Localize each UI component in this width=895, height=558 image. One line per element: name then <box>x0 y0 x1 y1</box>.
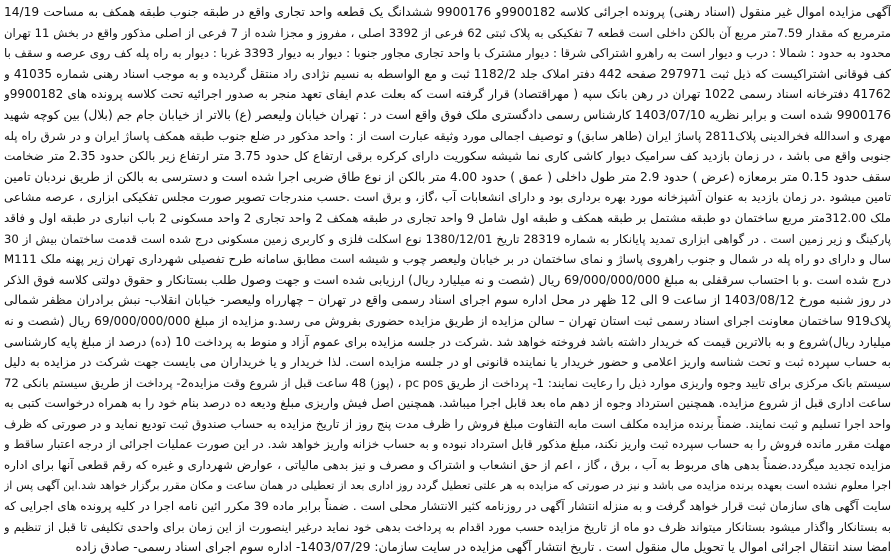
notice-line: سایت آگهی های سازمان ثبت قرار خواهد گرفت و به منزله انتشار آگهی در روزنامه کثیر الانتشار محلی است . ضمناً برابر ماده 39 مکرر ائین نامه اجرا در کلیه پرونده های اجرایی که <box>4 499 891 514</box>
notice-line: واحد اجرا تسلیم و ثبت نمایند. ضمناً برنده مزایده مکلف است مابه التفاوت مبلغ فروش را ظرف مدت پنج روز از تاریخ مزایده به حساب صندوق ثبت تودیع نماید و در صورتی که ظرف <box>4 416 891 431</box>
notice-line: پلاک919 ساختمان معاونت اجرای اسناد رسمی ثبت استان تهران – سالن مزایده از طریق مزایده حضوری بفروش می رسد.و مزایده از مبلغ 69/000/000/000 ریال (شصت و نه <box>4 313 891 328</box>
notice-line: 41762 دفترخانه اسناد رسمی 1022 تهران در رهن بانک سپه ( مهراقتصاد) قرار گرفته است که بعلت عدم ایفای تعهد منجر به صدور اجرائیه تحت کلاسه پرونده های 9900182و <box>4 87 891 102</box>
notice-line: امضا سند انتقال اجرائی اموال یا تحویل مال منقول است . تاریخ انتشار آگهی مزایده در سایت سازمان: 1403/07/29- اداره سوم اجرای اسناد رسمی- صادق زاده <box>75 540 891 555</box>
notice-line: آگهی مزایده اموال غیر منقول (اسناد رهنی) پرونده اجرائی کلاسه 9900182و 9900176 ششدانگ یک قطعه واحد تجاری واقع در طبقه جنوب طبقه همکف به مساحت 14/19 <box>4 5 891 19</box>
notice-line: سیستم بانک مرکزی برای تایید وجوه واریزی موارد ذیل را رعایت نمایند: 1- پرداخت از طریق pc pos ، (پوز) 48 ساعت قبل از شروع وقت مزایده2- پرداخت از طریق سیستم بانکی 72 <box>4 375 891 390</box>
notice-line: تامین میشود .در زمان بازدید به عنوان آشپزخانه مورد بهره برداری بود و دارای انشعابات آب ،گاز، و برق است .حسب مندرجات تصویر صورت مجلس تفکیکی ابزاری ، عرصه مشاعی <box>4 190 891 205</box>
notice-line: در روز شنبه مورخ 1403/08/12 از ساعت 9 الی 12 ظهر در محل اداره سوم اجرای اسناد رسمی واقع در تهران – چهارراه ولیعصر- خیابان انقلاب- نبش برادران مظفر شمالی <box>4 293 891 308</box>
notice-line: مزایده تجدید میگردد.ضمناً بدهی های مربوط به آب ، برق ، گاز ، اعم از حق انشعاب و اشتراک و مصرف و نیز بدهی مالیاتی ، عوارض شهرداری و غیره که رقم قطعی آنها برای اداره <box>4 458 891 473</box>
notice-line: به حساب سپرده ثبت و تحت شناسه واریز اعلامی و حضور خریدار یا نماینده قانونی او در جلسه مزایده است. لذا خریدار و یا خریداران می بایست جهت شرکت در مزایده به دلیل <box>4 355 891 370</box>
notice-line: میلیارد ریال)شروع و به بالاترین قیمت که خریدار داشته باشد فروخته خواهد شد .شرکت در جلسه مزایده برای عموم آزاد و منوط به پرداخت 10 (ده) درصد از مبلغ پایه کارشناسی <box>4 334 891 349</box>
notice-line: پارکینگ و زیر زمین است . در گواهی ابزاری تمدید پایانکار به شماره 28319 تاریخ 1380/12/01 نوع اسکلت فلزی و کاربری زمین مسکونی درج شده است قدمت ساختمان بیش از 30 <box>4 231 891 246</box>
notice-line: کف فوقانی اشتراکیست که ذیل ثبت 297971 صفحه 442 دفتر املاک جلد 1182/2 ثبت و مع الواسطه به نسیم نژادی راد منتقل گردیده و به موجب اسناد رهنی شماره 41035 و <box>4 66 891 81</box>
notice-line: مهلت مقرر مانده فروش را به حساب سپرده ثبت واریز نکند، مبلغ مذکور قابل استرداد نبوده و به حساب خزانه واریز خواهد شد. در این صورت عملیات اجرائی از درجه اعتبار ساقط و <box>4 437 891 452</box>
notice-line: محدود به حدود : شمالا : درب و دیوار است به راهرو اشتراکی شرقا : دیوار مشترک با واحد تجاری مجاور جنوبا : دیوار به دیوار 3393 غربا : دیوار به راه پله کف روی عرصه و سقف با <box>4 46 891 61</box>
notice-line: ملک 312.00متر مربع ساختمان دو طبقه مشتمل بر طبقه همکف و طبقه اول شامل 9 واحد تجاری در طبقه همکف 2 واحد تجاری 2 واحد مسکونی 2 باب انباری در طبقه اول و فاقد <box>4 210 891 225</box>
notice-line: به بستانکار واگذار میشود بستانکار میتواند ظرف دو ماه از تاریخ مزایده حسب مورد اقدام به پرداخت بدهی خود نماید درغیر اینصورت از این زمان برای واحدی تکلیفی تا قبل از تنظیم و <box>4 519 891 534</box>
notice-line: جنوبی واقع می باشد ، در زمان بازدید کف سرامیک دیوار کاشی کاری نما شیشه سکوریت دارای کرکره برقی ارتفاع کل حدود 3.75 متر ارتفاع زیر بالکن حدود 2.35 متر ضخامت <box>4 149 891 164</box>
notice-line: درج شده است .و با احتساب سرقفلی به مبلغ 69/000/000/000 ریال (شصت و نه میلیارد ریال) ارزیابی شده است و جهت وصول طلب بستانکار و حقوق دولتی کلاسه فوق الذکر <box>4 272 891 287</box>
notice-line: سقف حدود 0.15 متر برمعازه (عرض ) حدود 2.9 متر طول داخلی ( عمق ) حدود 4.00 متر بالکن از نوع طاق ضربی اجرا شده است و دسترسی به بالکن از طریق نردبان تامین <box>4 169 891 184</box>
notice-line: اجرا معلوم نشده است بعهده برنده مزایده می باشد و نیز در صورتی که مزایده به هر علتی تعطیل گردد روز اداری بعد از تعطیلی در همان ساعت و مکان مقرر برگزار خواهد شد.این آگهی پس از <box>4 478 891 492</box>
notice-line: ساعت اداری قبل از شروع مزایده. همچنین استرداد وجوه از دهم ماه بعد قابل اجرا میباشد. همچنین اصل فیش واریزی مبلغ ودیعه ده درصد بنام خود را به همراه درخواست کتبی به <box>4 396 891 411</box>
notice-line: مهری و اسدالله فخرالدینی پلاک2811 پاساژ ایران (طاهر سابق) و توصیف اجمالی مورد وثیقه عبارت است از : واحد مذکور در ضلع جنوب طبقه همکف پاساژ ایران و در شرق راه پله <box>4 128 891 143</box>
notice-line: مترمربع که مقدار 7.59متر مربع آن بالکن داخلی است قطعه 7 تفکیکی به پلاک ثبتی 62 فرعی از 3392 اصلی ، مفروز و مجزا شده از 7 فرعی از اصلی مذکور واقع در بخش 11 تهران <box>4 25 891 40</box>
notice-line: سال و دارای دو راه پله در شمال و جنوب راهروی پاساژ و نمای ساختمان در بر خیابان ولیعصر چوب و شیشه است مطابق سامانه طرح تفصیلی شهرداری تهران زیر پهنه ملک M111 <box>4 252 891 267</box>
notice-line: 9900176 شده است و برابر نظریه 1403/07/10 کارشناس رسمی دادگستری ملک فوق واقع است در : تهران خیابان ولیعصر (ع) بالاتر از خیابان جام جم (بلال) بین کوچه شهید <box>4 107 891 122</box>
